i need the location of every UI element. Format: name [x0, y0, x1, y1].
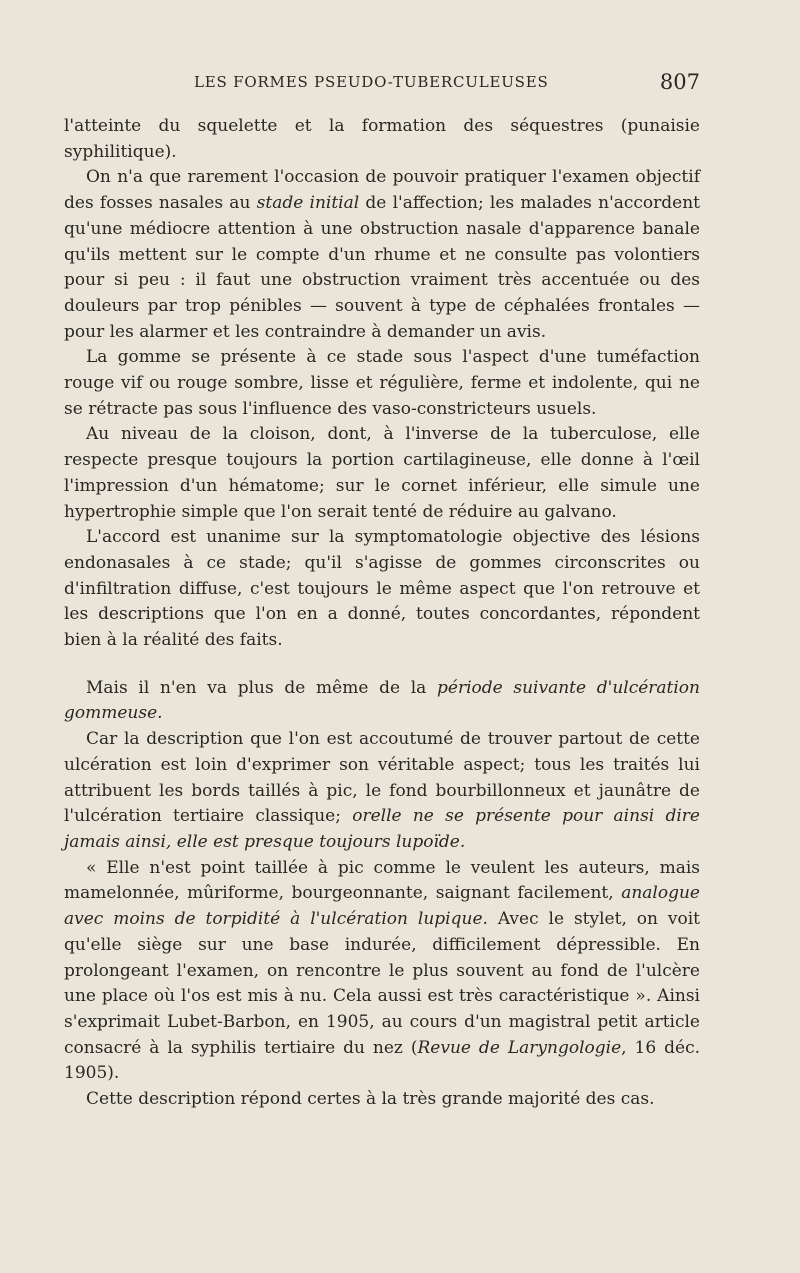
paragraph-accord — [64, 525, 700, 654]
text-run: l'atteinte du squelette et la formation des séquestres (punaisie syphilitique). — [64, 116, 700, 162]
text-run: La gomme se présente à ce stade sous l'aspect d'une tuméfaction rouge vif ou rouge sombre, lisse et régulière, ferme et indolente, qui ne se rétracte pas sous l'influence des vaso-constricteurs usuels. — [64, 347, 700, 419]
paragraph-description — [64, 727, 700, 856]
text-run: de l'affection; les malades n'accordent qu'une médiocre attention à une obstruction nasale d'apparence banale qu'ils mettent sur le compte d'un rhume et ne consulte pas volontiers pour si peu : il faut une obstruction vraiment très accentuée ou des douleurs par trop pénibles — souvent à type de céphalées frontales — pour les alarmer et les contraindre à demander un avis. — [64, 193, 701, 342]
text-run: , 16 déc. 1905). — [64, 1037, 700, 1084]
text-run: On n'a que rarement l'occasion de pouvoir pratiquer l'examen objectif des fosses nasales au — [64, 167, 700, 214]
italic-run: période suivante d'ulcération gommeuse. — [64, 677, 700, 724]
text-run: Au niveau de la cloison, dont, à l'inverse de la tuberculose, elle respecte presque toujours la portion cartilagineuse, elle donne à l'œil l'impression d'un hématome; sur le cornet inférieur, elle simule une hypertrophie simple que l'on serait tenté de réduire au galvano. — [64, 424, 700, 522]
italic-run: orelle ne se présente pour ainsi dire jamais ainsi, elle est presque toujours lupoïde. — [64, 806, 700, 852]
text-run: Cette description répond certes à la très grande majorité des cas. — [86, 1089, 655, 1110]
italic-run: stade initial — [256, 193, 360, 214]
page-number: 807 — [659, 70, 700, 94]
paragraph-conclusion — [64, 1087, 700, 1113]
text-run: Avec le stylet, on voit qu'elle siège sur une base indurée, difficilement dépressible. En prolongeant l'examen, on rencontre le plus souvent au fond de l'ulcère une place où l'os est mis à nu. Cela aussi est très caractéristique ». Ainsi s'exprimait Lubet-Barbon, en 1905, au cours d'un magistral petit article consacré à la syphilis tertiaire du nez ( — [64, 909, 700, 1058]
text-run: Mais il n'en va plus de même de la — [86, 677, 437, 698]
italic-run: analogue avec moins de torpidité à l'ulcération lupique. — [64, 883, 700, 930]
text-run: Car la description que l'on est accoutumé de trouver partout de cette ulcération est loin d'exprimer son véritable aspect; tous les traités lui attribuent les bords taillés à pic, le fond bourbillonneux et jaunâtre de l'ulcération tertiaire classique; — [64, 729, 700, 827]
text-run: « Elle n'est point taillée à pic comme le veulent les auteurs, mais mamelonnée, mûriforme, bourgeonnante, saignant facilement, — [64, 857, 700, 904]
body-text — [64, 114, 700, 1113]
paragraph-periode-suivante — [64, 676, 700, 727]
page-header — [64, 70, 700, 100]
paragraph-quotation — [64, 856, 700, 1087]
paragraph-cloison — [64, 422, 700, 525]
paragraph-continuation — [64, 114, 700, 165]
text-run: L'accord est unanime sur la symptomatologie objective des lésions endonasales à ce stade; qu'il s'agisse de gommes circonscrites ou d'infiltration diffuse, c'est toujours le même aspect que l'on retrouve et les descriptions que l'on en a donné, toutes concordantes, répondent bien à la réalité des faits. — [64, 527, 700, 651]
running-title: LES FORMES PSEUDO-TUBERCULEUSES — [194, 73, 549, 91]
paragraph-gomme-aspect — [64, 345, 700, 422]
paragraph-initial-stage — [64, 165, 700, 345]
italic-run: Revue de Laryngologie — [417, 1037, 622, 1058]
